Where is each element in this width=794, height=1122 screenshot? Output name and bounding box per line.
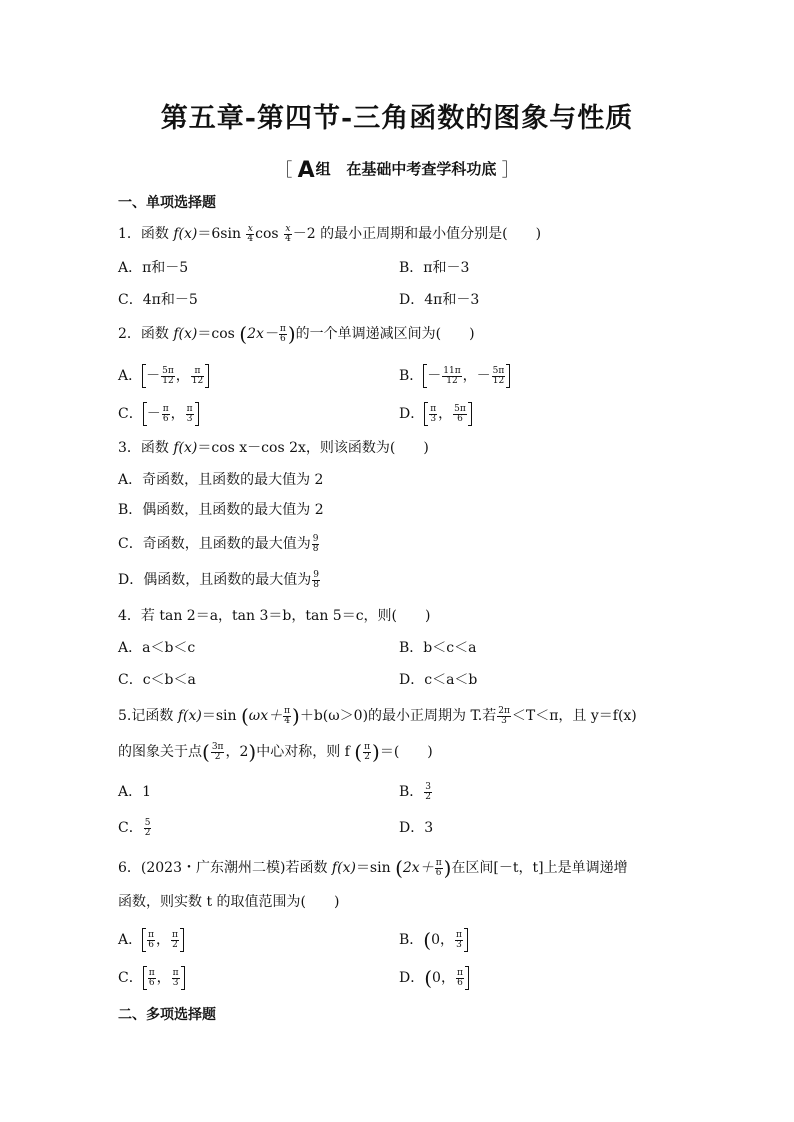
q1-stem: 1．函数 f(x)＝6sin $\frac{x}{4}$ cos $\frac{x}{4}$ －2 的最小正周期和最小值分别是( ) bbox=[118, 223, 542, 244]
group-letter: A bbox=[297, 158, 314, 183]
q4-option-c: C．c＜b＜a bbox=[118, 672, 196, 688]
q2-option-a: A． － $\frac{5\pi}{12}$ ， $\frac{\pi}{12}$ bbox=[118, 364, 209, 388]
q5-option-b: B． $\frac{3}{2}$ bbox=[399, 781, 432, 802]
q3-stem: 3．函数 f(x)＝cos x－cos 2x，则该函数为( ) bbox=[118, 440, 429, 456]
q1-option-b: B．π和－3 bbox=[399, 260, 470, 276]
q3-option-c: C．奇函数，且函数的最大值为 $\frac{9}{8}$ bbox=[118, 533, 319, 554]
q3-option-a: A．奇函数，且函数的最大值为 2 bbox=[118, 472, 324, 488]
q6-option-b: B．(0， $\frac{\pi}{3}$ bbox=[399, 928, 468, 952]
q2-option-d: D． $\frac{\pi}{3}$ ， $\frac{5\pi}{6}$ bbox=[399, 402, 472, 426]
q2-stem: 2．函数 f(x)＝cos (2x－ $\frac{\pi}{6}$ )的一个单调递减区间为( ) bbox=[118, 322, 475, 346]
q6-option-d: D．(0， $\frac{\pi}{6}$ bbox=[399, 966, 469, 990]
q6-stem-line2: 函数，则实数 t 的取值范围为( ) bbox=[118, 894, 340, 910]
q1-option-c: C．4π和－5 bbox=[118, 292, 198, 308]
q5-option-a: A．1 bbox=[118, 784, 152, 800]
q4-stem: 4．若 tan 2＝a，tan 3＝b，tan 5＝c，则( ) bbox=[118, 608, 431, 624]
page-title: 第五章-第四节-三角函数的图象与性质 bbox=[160, 103, 634, 134]
q4-option-a: A．a＜b＜c bbox=[118, 640, 196, 656]
group-heading: ［ A 组 在基础中考查学科功底 ］ bbox=[274, 158, 520, 183]
q3-option-b: B．偶函数，且函数的最大值为 2 bbox=[118, 502, 324, 518]
q3-option-d: D．偶函数，且函数的最大值为 $\frac{9}{8}$ bbox=[118, 569, 319, 590]
q6-option-c: C． $\frac{\pi}{6}$ ， $\frac{\pi}{3}$ bbox=[118, 966, 185, 990]
q1-option-d: D．4π和－3 bbox=[399, 292, 480, 308]
q5-option-c: C． $\frac{5}{2}$ bbox=[118, 817, 151, 838]
q2-option-b: B． － $\frac{11\pi}{12}$ ，－ $\frac{5\pi}{12}$ bbox=[399, 364, 510, 388]
q6-option-a: A． $\frac{\pi}{6}$ ， $\frac{\pi}{2}$ bbox=[118, 928, 184, 952]
q5-stem-line2: 的图象关于点( $\frac{3\pi}{2}$ ，2)中心对称，则 f ( $\frac{\pi}{2}$ )＝( ) bbox=[118, 740, 433, 764]
q4-option-b: B．b＜c＜a bbox=[399, 640, 477, 656]
group-text: 在基础中考查学科功底 bbox=[346, 160, 497, 178]
q2-option-c: C． － $\frac{\pi}{6}$ ， $\frac{\pi}{3}$ bbox=[118, 402, 199, 426]
q5-option-d: D．3 bbox=[399, 820, 434, 836]
section-single-choice: 一、单项选择题 bbox=[118, 195, 216, 211]
group-suffix: 组 bbox=[315, 160, 331, 178]
q6-stem-line1: 6．(2023・广东潮州二模)若函数 f(x)＝sin (2x＋ $\frac{\pi}{6}$ )在区间[－t，t]上是单调递增 bbox=[118, 856, 628, 880]
q5-stem-line1: 5.记函数 f(x)＝sin (ωx＋ $\frac{\pi}{4}$ )＋b(ω＞0)的最小正周期为 T.若 $\frac{2\pi}{3}$ ＜T＜π，且 y＝f(x) bbox=[118, 704, 637, 728]
q4-option-d: D．c＜a＜b bbox=[399, 672, 478, 688]
section-multiple-choice: 二、多项选择题 bbox=[118, 1007, 216, 1023]
q1-option-a: A．π和－5 bbox=[118, 260, 189, 276]
